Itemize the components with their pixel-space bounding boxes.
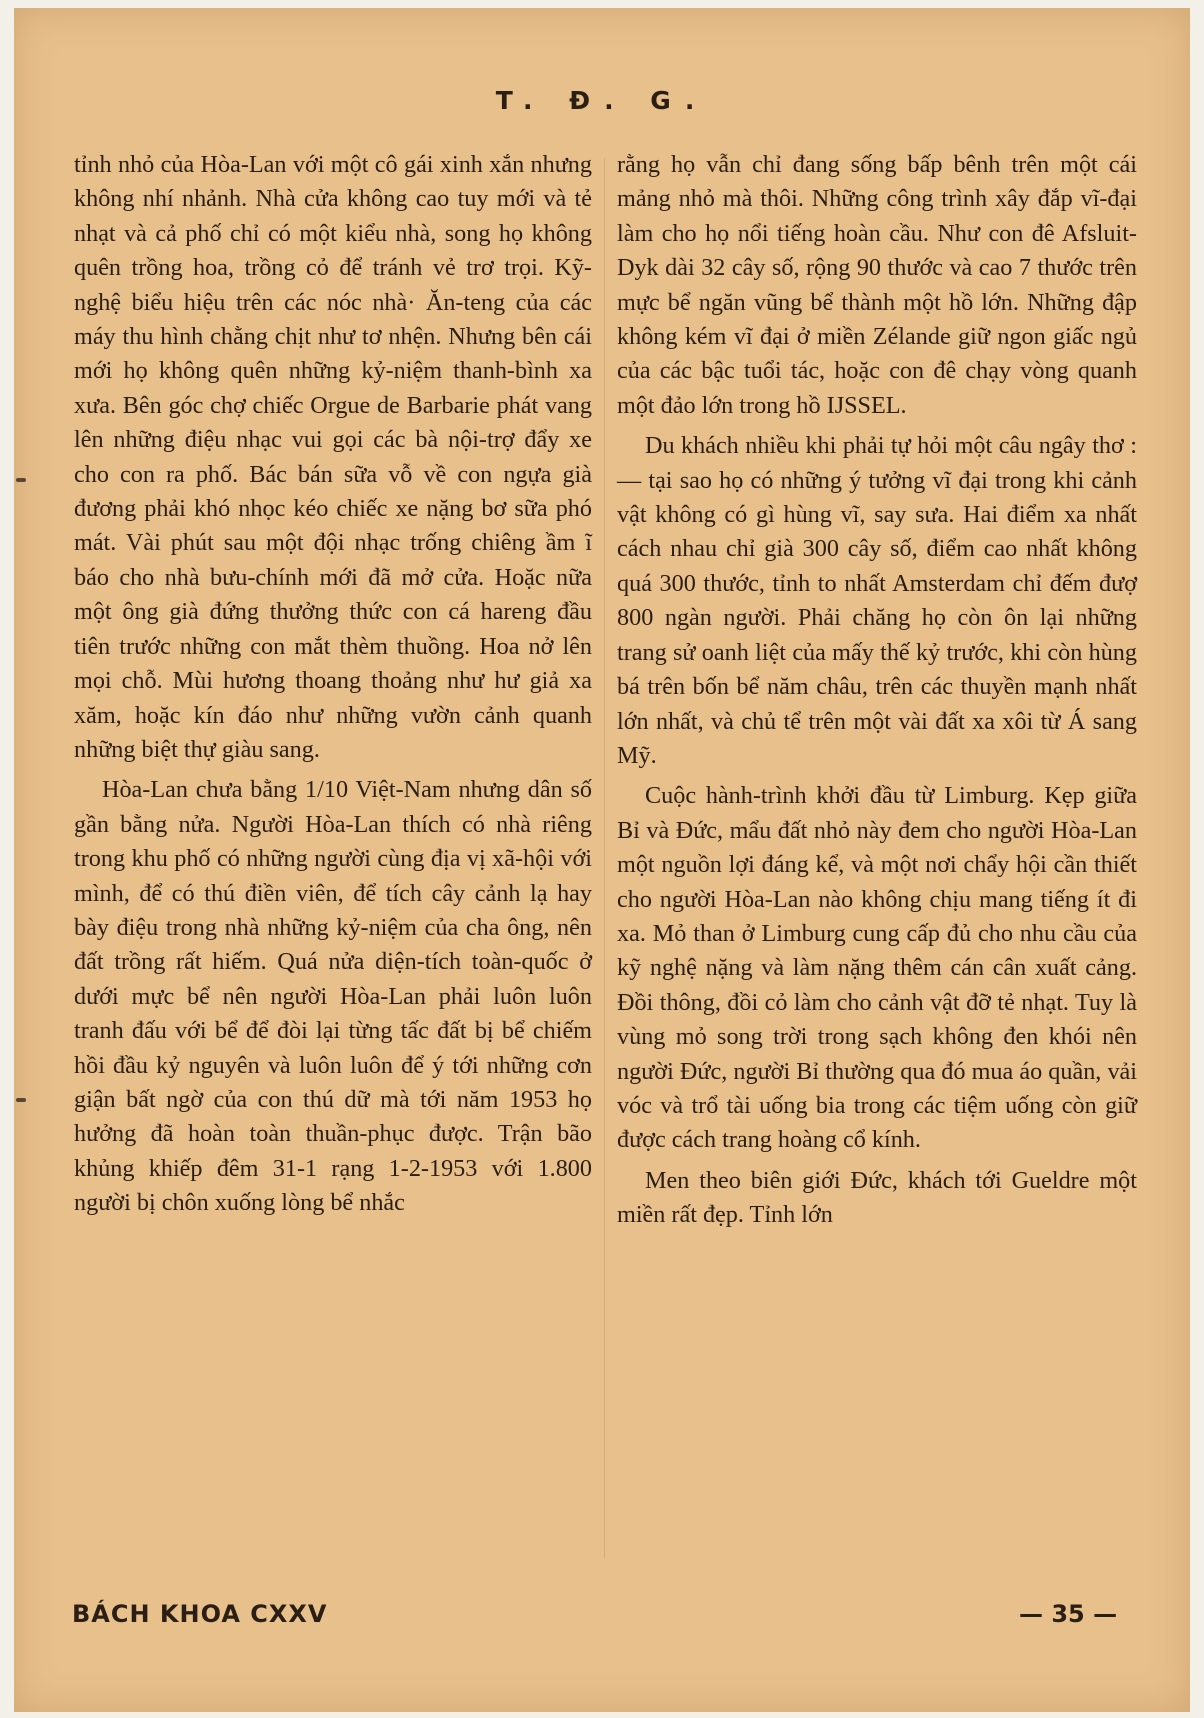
paragraph: rằng họ vẫn chỉ đang sống bấp bênh trên một cái mảng nhỏ mà thôi. Những công trình xây đắp vĩ-đại làm cho họ nổi tiếng hoàn cầu. Như con đê Afsluit-Dyk dài 32 cây số, rộng 90 thước và cao 7 thước trên mực bể ngăn vũng bể thành một hồ lớn. Những đập không kém vĩ đại ở miền Zélande giữ ngon giấc ngủ của các bậc tuổi tác, hoặc con đê chạy vòng quanh một đảo lớn trong hồ IJSSEL. [617, 151, 1137, 419]
left-column [74, 148, 592, 1227]
paragraph: Cuộc hành-trình khởi đầu từ Limburg. Kẹp giữa Bỉ và Đức, mẩu đất nhỏ này đem cho người Hòa-Lan một nguồn lợi đáng kể, và một nơi chẩy hội cần thiết cho người Hòa-Lan nào không chịu mang tiếng ít đi xa. Mỏ than ở Limburg cung cấp đủ cho nhu cầu của kỹ nghệ nặng và làm nặng thêm cán cân xuất cảng. Đồi thông, đồi cỏ làm cho cảnh vật đỡ tẻ nhạt. Tuy là vùng mỏ song trời trong sạch không đen khói nên người Đức, người Bỉ thường qua đó mua áo quần, vải vóc và trổ tài uống bia trong các tiệm uống còn giữ được cách trang hoàng cổ kính. [617, 782, 1137, 1154]
journal-name: BÁCH KHOA CXXV [72, 1600, 328, 1628]
page-number: — 35 — [1019, 1600, 1118, 1628]
binding-mark [16, 1098, 26, 1102]
running-header: T. Đ. G. [495, 86, 709, 115]
column-divider [604, 158, 605, 1558]
magazine-page [14, 8, 1190, 1712]
binding-mark [16, 478, 26, 482]
paragraph: tỉnh nhỏ của Hòa-Lan với một cô gái xinh xắn nhưng không nhí nhảnh. Nhà cửa không cao tuy mới và tẻ nhạt và cả phố chỉ có một kiểu nhà, song họ không quên trồng hoa, trồng cỏ để tránh vẻ trơ trọi. Kỹ-nghệ biểu hiệu trên các nóc nhà· Ăn-teng của các máy thu hình chằng chịt như tơ nhện. Nhưng bên cái mới họ không quên những kỷ-niệm thanh-bình xa xưa. Bên góc chợ chiếc Orgue de Barbarie phát vang lên những điệu nhạc vui gọi các bà nội-trợ đẩy xe cho con ra phố. Bác bán sữa vỗ về con ngựa già đương phải khó nhọc kéo chiếc xe nặng bơ sữa phó mát. Vài phút sau một đội nhạc trống chiêng ầm ĩ báo cho nhà bưu-chính mới đã mở cửa. Hoặc nữa một ông già đứng thưởng thức con cá hareng đầu tiên trước những con mắt thèm thuồng. Hoa nở lên mọi chỗ. Mùi hương thoang thoảng như hư giả xa xăm, hoặc kín đáo như những vườn cảnh quanh những biệt thự giàu sang. [74, 151, 592, 763]
paragraph: Men theo biên giới Đức, khách tới Gueldre một miền rất đẹp. Tỉnh lớn [617, 1166, 1137, 1229]
paragraph: Hòa-Lan chưa bằng 1/10 Việt-Nam nhưng dân số gần bằng nửa. Người Hòa-Lan thích có nhà riêng trong khu phố có những người cùng địa vị xã-hội với mình, để có thú điền viên, để tích cây cảnh lạ hay bày điệu trong nhà những kỷ-niệm của cha ông, nên đất trồng rất hiếm. Quá nửa diện-tích toàn-quốc ở dưới mực bể nên người Hòa-Lan phải luôn luôn tranh đấu với bể để đòi lại từng tấc đất bị bể chiếm hồi đầu kỷ nguyên và luôn luôn để ý tới những cơn giận bất ngờ của con thú dữ mà tới năm 1953 họ hưởng đã hoàn toàn thuần-phục được. Trận bão khủng khiếp đêm 31-1 rạng 1-2-1953 với 1.800 người bị chôn xuống lòng bể nhắc [74, 776, 592, 1217]
right-column [617, 148, 1137, 1239]
paragraph: Du khách nhiều khi phải tự hỏi một câu ngây thơ : — tại sao họ có những ý tưởng vĩ đại trong khi cảnh vật không có gì hùng vĩ, say sưa. Hai điểm xa nhất cách nhau chỉ già 300 cây số, điểm cao nhất không quá 300 thước, tỉnh to nhất Amsterdam chỉ đếm đượ 800 ngàn người. Phải chăng họ còn ôn lại những trang sử oanh liệt của mấy thế kỷ trước, khi còn hùng bá trên bốn bể năm châu, trên các thuyền mạnh nhất lớn nhất, và chủ tể trên một vài đất xa xôi từ Á sang Mỹ. [617, 432, 1137, 769]
